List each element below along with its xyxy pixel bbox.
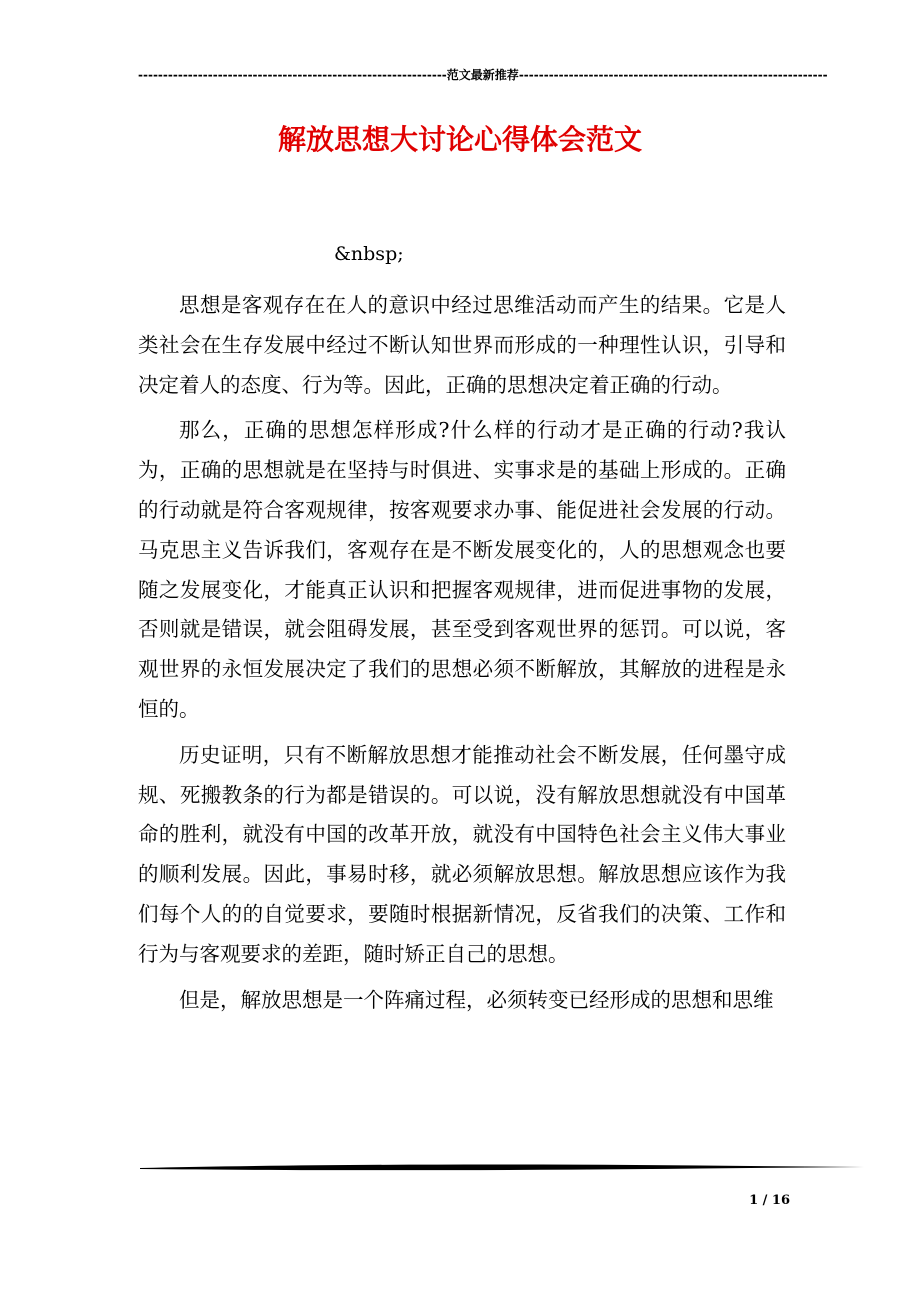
- header-dash-left: --------------------------------------------------------------: [138, 68, 447, 82]
- document-body: [138, 286, 786, 1026]
- header-label: 范文最新推荐: [446, 68, 519, 82]
- body-paragraph: 历史证明，只有不断解放思想才能推动社会不断发展，任何墨守成规、死搬教条的行为都是错误的。可以说，没有解放思想就没有中国革命的胜利，就没有中国的改革开放，就没有中国特色社会主义伟大事业的顺利发展。因此，事易时移，就必须解放思想。解放思想应该作为我们每个人的的自觉要求，要随时根据新情况，反省我们的决策、工作和行为与客观要求的差距，随时矫正自己的思想。: [138, 742, 786, 966]
- body-paragraph: 但是，解放思想是一个阵痛过程，必须转变已经形成的思想和思维: [179, 987, 774, 1012]
- document-title: 解放思想大讨论心得体会范文: [277, 123, 642, 156]
- footer-divider: [140, 1163, 864, 1171]
- page-number: 1 / 16: [749, 1193, 790, 1208]
- body-paragraph: 思想是客观存在在人的意识中经过思维活动而产生的结果。它是人类社会在生存发展中经过不断认知世界而形成的一种理性认识，引导和决定着人的态度、行为等。因此，正确的思想决定着正确的行动。: [138, 293, 786, 397]
- header-dash-right: --------------------------------------------------------------: [518, 68, 828, 82]
- nbsp-entity-text: &nbsp;: [334, 243, 404, 265]
- body-paragraph: 那么，正确的思想怎样形成?什么样的行动才是正确的行动?我认为，正确的思想就是在坚持与时俱进、实事求是的基础上形成的。正确的行动就是符合客观规律，按客观要求办事、能促进社会发展的行动。马克思主义告诉我们，客观存在是不断发展变化的，人的思想观念也要随之发展变化，才能真正认识和把握客观规律，进而促进事物的发展，否则就是错误，就会阻碍发展，甚至受到客观世界的惩罚。可以说，客观世界的永恒发展决定了我们的思想必须不断解放，其解放的进程是永恒的。: [138, 418, 786, 721]
- page-header: [138, 66, 828, 84]
